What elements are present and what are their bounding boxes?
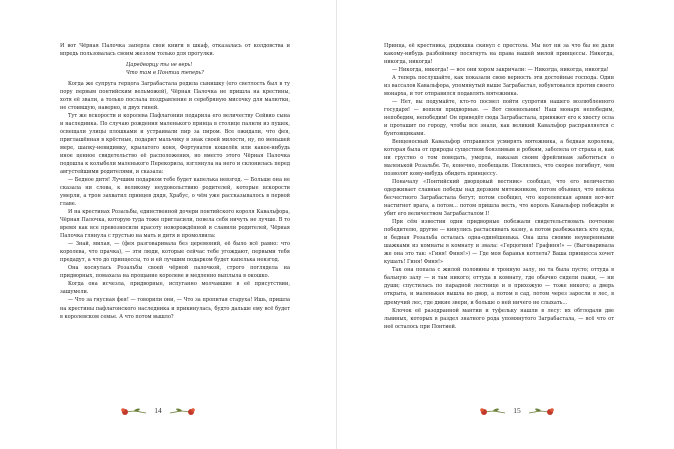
- paragraph: Принца, её крестника, дядюшка скинул с престола. Мы вот ни за что бы не дали какому-нибудь разбойнику посягнуть на права нашей милой принцессы. Никогда, никогда, никогда!: [384, 43, 614, 66]
- epigraph-line: Что там в Понтии теперь?: [126, 70, 204, 77]
- paragraph: — Бедное дитя! Лучшим подарком тебе будет капелька невзгод. — Больше она не сказала ни слова, к великому неудовольствию родителей, которые вскорости умерли, а трон захватил принцев дядя, Храбус, о чём уже рассказывалось в первой главе.: [60, 177, 290, 208]
- paragraph: — Что за гнусная фея! — говорили они, — Что за пропитая старуха! Ишь, пришла на крестины пафлагонского наследника и прикинулась, будто дальше ему всё будет в королевском семье. А что потом вышло?: [60, 297, 290, 320]
- right-page: [337, 0, 674, 449]
- paragraph: — Никогда, никогда! — все они хором закричали: — Никогда, никогда, никогда!: [392, 67, 609, 74]
- left-text-column: [60, 42, 290, 321]
- paragraph: — Знай, милая, — (фея разговаривала без церемоний, её было всё равно: что королева, что прачка), — эти люди, которые сейчас тебе угождают, первыми тебя предадут, а что до принцессы, то и ей лучшим подарком будет капелька невзгод.: [60, 241, 290, 264]
- paragraph: Когда же супруга герцога Заграбастала родила сынишку (его светлость был в ту пору первым понтийским вельможей), Чёрная Палочка не пришла на крестины, хотя её звали, а только послала поздравление и серебряную мисочку для малютки, не стоившую, наверно, и двух гиней.: [60, 81, 290, 112]
- paragraph: Венценосный Кавальфор отправился усмирять мятежника, а бедная королева, которая была от природы существом боязливым и робким, заболела от страха и, как ни грустно о том поведать, умерла, наказав своим фрейлинам заботиться о маленькой Розальбе. Те, конечно, пообещали. Поклялись, что скорее погибнут, чем позволят кому-нибудь обидеть принцессу.: [384, 139, 614, 178]
- paragraph: Тут же вскорости и королева Пафлагонии подарила его величеству Сейвио сына и наследника. По случаю рождения маленького принца в столице палили из пушек, освещали улицы плошками и устраивали пир за пиром. Все ожидали, что фея, приглашённая в крёстные, подарит мальчику в знак своей милости, ну, по меньшей мере, шапку-невидимку, крылатого коня, Фортунатов кошелёк или какое-нибудь иное ценное свидетельство её расположения, но вместо этого Чёрная Палочка подошла к колыбели маленького Перекорила, взглянула на него и склонилась перед августейшими родителями, и сказала:: [60, 113, 290, 176]
- page-number-ornament: [477, 404, 557, 418]
- paragraph: А теперь послушайте, как показали свою верность эти достойные господа. Один из вассалов Кавальфора, упомянутый выше Заграбастал, взбунтовался против своего монарха, и тот отправился подавлять мятежника.: [384, 75, 615, 98]
- epigraph-line: Царедворцу ты не верь!: [126, 62, 193, 69]
- page-number: 15: [513, 406, 521, 415]
- page-number: 14: [154, 406, 162, 415]
- paragraph: При сём известии одни придворные побежали свидетельствовать почтение победителю, другие — кинулись растаскивать казну, а потом разбежались кто куда, и бедная Розальба осталась одна-одинёшенька. Она шла своими неуверенными шажками из комнаты в комнату и звала: «Герцогиня! Графиня!» — (Выговаривала же она это так: «Гиня! Финя!») — Где моя баранья котлета? Ваша принцесса хочет кушать! Гиня! Финя!»: [384, 219, 614, 266]
- paragraph: И вот Чёрная Палочка заперла свои книги в шкаф, отказалась от колдовства и впредь пользовалась своим жезлом только для прогулки.: [60, 43, 290, 58]
- paragraph: Так она попала с жилой половины в тронную залу, но та была пусто; оттуда в бальную залу — и там никого; оттуда в комнату, где обычно сидели пажи, — ни души; спустилась по парадной лестнице и в прихожую — тоже никого; а дверь открыта, и маленькая вышла во двор, а потом в сад, потом через заросли в лес, в дремучий лес, где дикие звери, и больше о ней ничего не слыхать...: [384, 267, 614, 306]
- paragraph: И на крестинах Розальбы, единственной дочери понтийского короля Кавальфора, Чёрная Палочка, которую туда тоже пригласили, повела себя ничуть не лучше. В то время как все превозносили красоту новорождённой и славили родителей, Чёрная Палочка глянула с грустью на мать и дитя и промолвила:: [60, 209, 290, 240]
- paragraph: Клочок её разодранной мантии и туфельку нашли в лесу: их обглодали две львиных, которых в раздел знатного рода упомянутого Заграбастала, — всё что от неё осталось при Понтией.: [384, 307, 614, 330]
- right-text-column: [384, 42, 614, 331]
- paragraph: — Нет, вы подумайте, кто-то посмел пойти супротив нашего возлюбленного государя! — вопили придворные. — Вот своевольник! Наш монарх непобедим, непобедим, непобедим! Он приведёт сюда Заграбастала, привяжет его к хвосту осла и проташит по городу, чтобы все знали, как великий Кавальфор расправляется с бунтовщиками.: [384, 99, 614, 138]
- paragraph: Она коснулась Розальбы своей чёрной палочкой, строго поглядела на придворных, помахала на прощание королеве и медленно выплыла в окошко.: [60, 265, 290, 280]
- paragraph: Когда она исчезла, придворные, испуганно молчавшие в её присутствии, зашумели.: [60, 281, 290, 296]
- paragraph: Поначалу «Понтийский дворцовый вестник» сообщал, что его величество одерживает славные победы над дерзким мятежником, потом объявил, что войска бесчестного Заграбастала бегут; потом сообщил, что королевская армия вот-вот настигнет врага, а потом... потом пришла весть, что король Кавальфор побеждён и убит его величеством Заграбасталом I!: [384, 179, 614, 218]
- page-number-ornament: [118, 404, 198, 418]
